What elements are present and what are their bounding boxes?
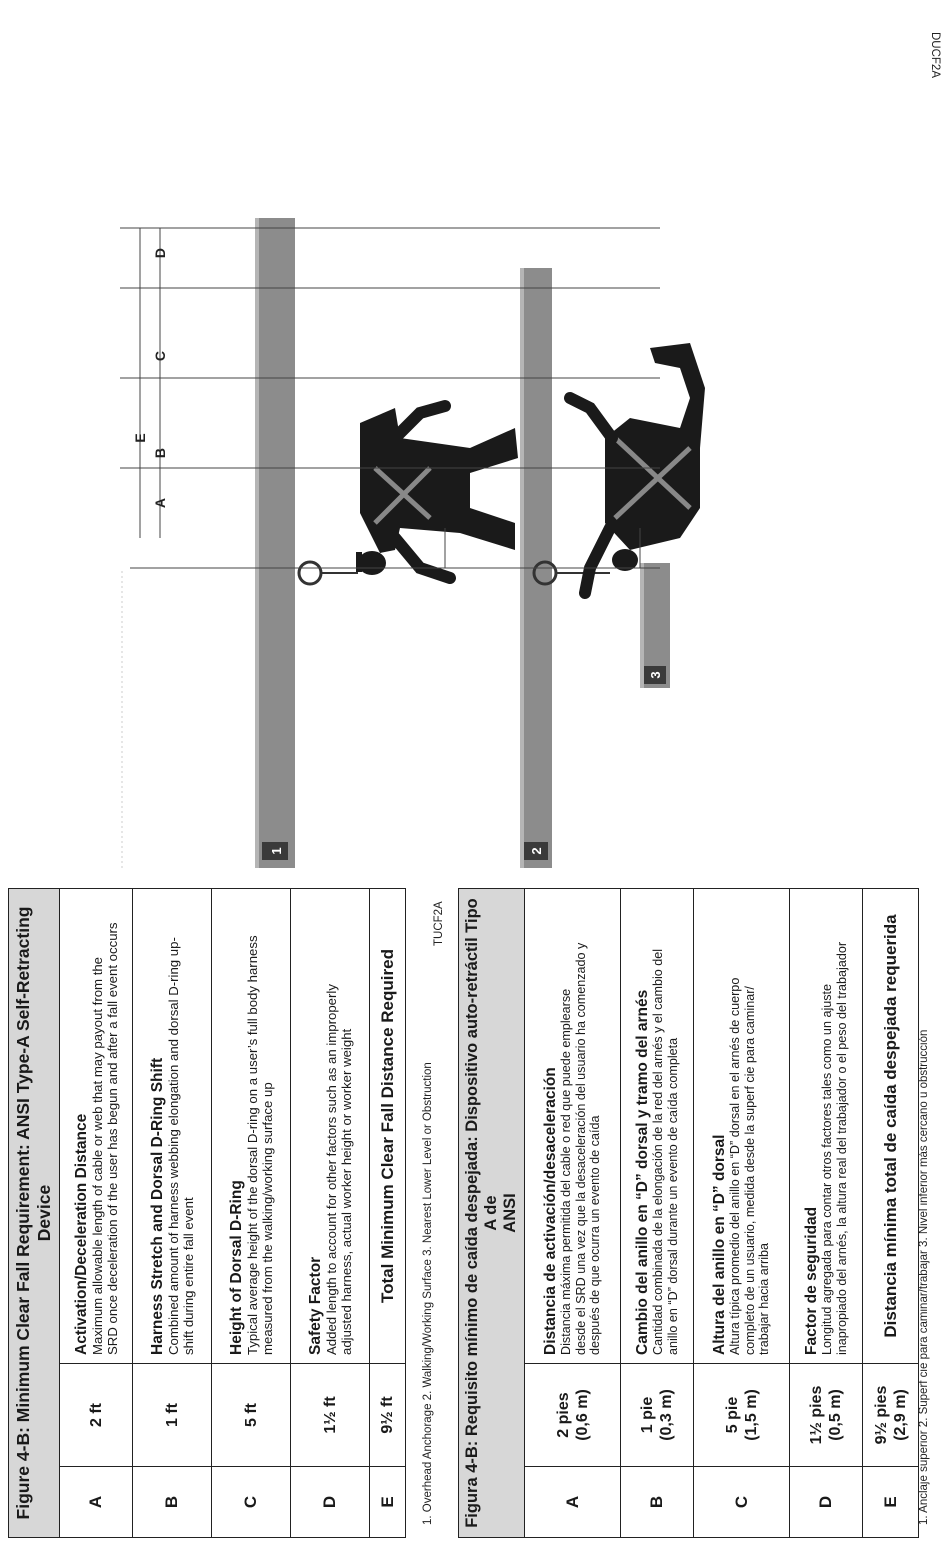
table-row (133, 889, 212, 1538)
row-value-line: 1½ pies (808, 1385, 825, 1445)
row-letter: D (291, 1467, 370, 1538)
row-letter: A (525, 1467, 621, 1538)
spanish-footnote: 1. Anclaje superior 2. Superf cie para caminar/trabajar 3. Nivel inferior más cercano u obstrucción (918, 1029, 930, 1525)
table-row (790, 889, 863, 1538)
row-value-line: (1,5 m) (742, 1389, 760, 1441)
table-total-row (370, 889, 406, 1538)
row-term: Altura del anillo en “D” dorsal (711, 1134, 729, 1355)
row-term: Height of Dorsal D-Ring (227, 1180, 245, 1355)
table-row (694, 889, 790, 1538)
doc-code-right: DUCF2A (929, 31, 941, 78)
row-desc-line: Added length to account for other factors such as an improperly (323, 984, 339, 1355)
row-description (790, 889, 863, 1364)
english-footnote: 1. Overhead Anchorage 2. Walking/Working Surface 3. Nearest Lower Level or Obstruction (422, 1062, 434, 1525)
row-description (60, 889, 133, 1364)
overhead-anchorage-beam (255, 218, 295, 868)
english-requirements-table (8, 888, 406, 1538)
row-desc-line: anillo en “D” dorsal durante un evento de caída completa (665, 1037, 680, 1355)
row-desc-line: adjusted harness, actual worker height or worker weight (338, 1028, 354, 1355)
row-value-line: (0,5 m) (827, 1389, 844, 1441)
row-letter: D (790, 1467, 863, 1538)
fall-clearance-diagram (0, 8, 950, 868)
row-desc-line: measured from the walking/working surface up (259, 1082, 275, 1355)
table-row (291, 889, 370, 1538)
level-1-label: 1 (269, 847, 284, 855)
english-table-title: Figure 4-B: Minimum Clear Fall Requirement: ANSI Type-A Self-Retracting Device (9, 889, 60, 1538)
total-value-line: 9½ pies (872, 1385, 890, 1445)
total-value (863, 1364, 919, 1467)
row-desc-line: SRD once deceleration of the user has begun and after a fall event occurs (104, 922, 120, 1355)
spanish-requirements-table (458, 888, 919, 1538)
spanish-title-line: Figura 4-B: Requisito mínimo de caída despejada: Dispositivo auto-retráctil Tipo A de (463, 898, 500, 1528)
row-desc-line: Altura típica promedio del anillo en “D” dorsal en el arnés de cuerpo (728, 977, 743, 1355)
row-description (291, 889, 370, 1364)
total-label: Distancia mínima total de caída despejada requerida (863, 889, 919, 1364)
row-letter: B (133, 1467, 212, 1538)
row-value-line: 2 pies (554, 1392, 572, 1438)
row-desc-line: Distancia máxima permitida del cable o red que puede emplearse (559, 988, 574, 1355)
row-value: 2 ft (60, 1364, 133, 1467)
row-letter: B (621, 1467, 694, 1538)
row-term: Cambio del anillo en “D” dorsal y tramo del arnés (634, 989, 651, 1355)
row-description (133, 889, 212, 1364)
row-description (212, 889, 291, 1364)
level-2-label: 2 (529, 847, 544, 855)
row-desc-line: Typical average height of the dorsal D-ring on a user’s full body harness (244, 935, 260, 1355)
row-value (694, 1364, 790, 1467)
row-value (790, 1364, 863, 1467)
table-row (621, 889, 694, 1538)
doc-code-left: TUCF2A (433, 901, 445, 946)
table-row (212, 889, 291, 1538)
row-desc-line: trabajar hacia arriba (757, 1242, 772, 1355)
row-term: Safety Factor (306, 1256, 324, 1355)
row-description (621, 889, 694, 1364)
row-desc-line: después de que ocurra un evento de caída (588, 1115, 603, 1355)
row-value: 1 ft (133, 1364, 212, 1467)
table-total-row (863, 889, 919, 1538)
row-desc-line: Maximum allowable length of cable or web that may payout from the (89, 956, 105, 1355)
row-value-line: 5 pie (723, 1396, 741, 1434)
table-row (60, 889, 133, 1538)
row-description (694, 889, 790, 1364)
row-letter: A (60, 1467, 133, 1538)
row-value: 5 ft (212, 1364, 291, 1467)
worker-standing-figure (299, 406, 518, 584)
row-term: Distancia de activación/desaceleración (542, 1067, 560, 1355)
total-value-line: (2,9 m) (891, 1389, 909, 1441)
dimension-label-A: A (152, 497, 168, 509)
row-desc-line: Cantidad combinada de la elongación de la red del arnés y el cambio del (651, 948, 665, 1355)
lower-level-beam (640, 563, 670, 688)
dimension-label-D: D (152, 247, 168, 259)
row-value: 1½ ft (291, 1364, 370, 1467)
row-value (525, 1364, 621, 1467)
table-row (525, 889, 621, 1538)
total-value: 9½ ft (370, 1364, 406, 1467)
row-desc-line: Combined amount of harness webbing elongation and dorsal D-ring up- (165, 937, 181, 1355)
row-description (525, 889, 621, 1364)
row-value-line: (0,6 m) (573, 1389, 591, 1441)
row-value (621, 1364, 694, 1467)
row-term: Factor de seguridad (803, 1206, 820, 1355)
dimension-label-E: E (132, 433, 148, 443)
spanish-title-line: ANSI (501, 1193, 519, 1233)
row-letter: C (694, 1467, 790, 1538)
spanish-table-title (459, 889, 525, 1538)
row-desc-line: desde el SRD una vez que la desaceleración del usuario ha comenzado y (573, 942, 588, 1355)
total-letter: E (863, 1467, 919, 1538)
total-letter: E (370, 1467, 406, 1538)
total-label: Total Minimum Clear Fall Distance Required (370, 889, 406, 1364)
dimension-label-C: C (152, 350, 168, 362)
row-letter: C (212, 1467, 291, 1538)
row-desc-line: shift during entire fall event (180, 1197, 196, 1355)
row-value-line: 1 pie (639, 1396, 656, 1434)
row-desc-line: Longitud agregada para contar otros factores tales como un ajuste (820, 983, 834, 1355)
dimension-label-B: B (152, 447, 168, 459)
row-desc-line: inapropiado del arnés, la altura real del trabajador o el peso del trabajador (834, 941, 849, 1355)
level-3-label: 3 (648, 671, 663, 679)
row-value-line: (0,3 m) (658, 1389, 675, 1441)
row-term: Harness Stretch and Dorsal D-Ring Shift (148, 1057, 166, 1355)
row-desc-line: completo de un usuario, medida desde la superf cie para caminar/ (742, 986, 757, 1355)
row-term: Activation/Deceleration Distance (72, 1113, 90, 1355)
